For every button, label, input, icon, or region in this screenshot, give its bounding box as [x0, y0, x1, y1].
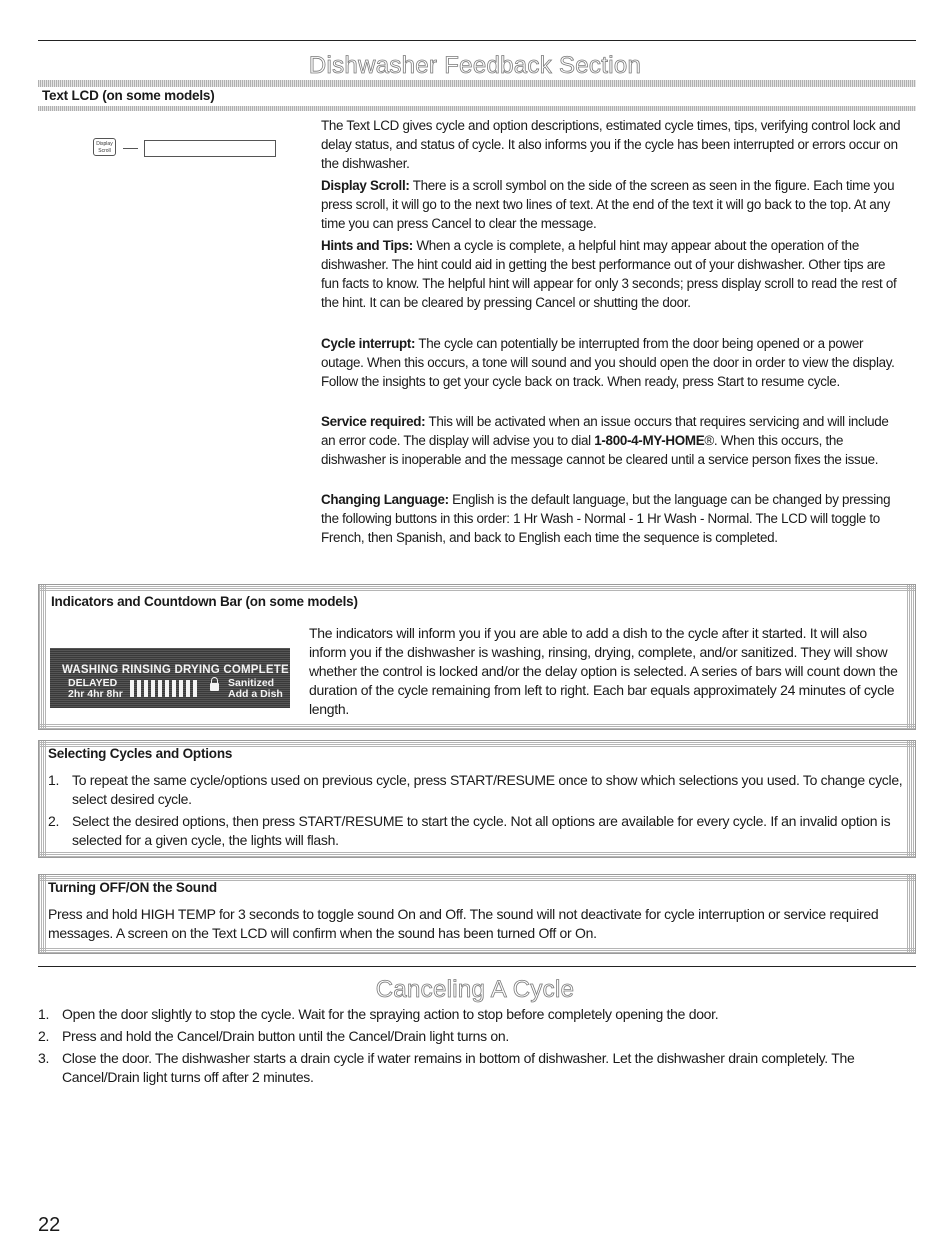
- indicators-description: The indicators will inform you if you are able to add a dish to the cycle after it started. It will also inform you if the dishwasher is washing, rinsing, drying, complete, and/or sanitized. They will show whether the control is locked and/or the delay option is selected. A series of bars will count down the duration of the cycle remaining from left to right. Each bar equals approximately 24 minutes of cycle length.: [309, 625, 898, 717]
- countdown-bar: [144, 680, 148, 697]
- text-lcd-heading: Text LCD (on some models): [42, 88, 215, 103]
- countdown-bar: [158, 680, 162, 697]
- lock-icon: [210, 683, 219, 691]
- countdown-bar: [186, 680, 190, 697]
- canceling-list: [28, 1005, 916, 1090]
- section-title-feedback: Dishwasher Feedback Section: [308, 52, 642, 79]
- sound-description: Press and hold HIGH TEMP for 3 seconds to toggle sound On and Off. The sound will not deactivate for cycle interruption or service required messages. A screen on the Text LCD will confirm when the sound has been turned Off or On.: [48, 906, 879, 941]
- hints-tips-paragraph: Hints and Tips: When a cycle is complete, a helpful hint may appear about the operation of the dishwasher. The hint could aid in getting the best performance out of your dishwasher. Other tips are fun facts to know. The helpful hint will appear for only 3 seconds; press display scroll to read the rest of the hint. It can be cleared by pressing Cancel or shutting the door.: [321, 238, 897, 310]
- section-title-canceling: Canceling A Cycle: [375, 976, 575, 1003]
- countdown-bar: [179, 680, 183, 697]
- countdown-bar: [172, 680, 176, 697]
- lcd-screen-illustration: [144, 140, 276, 157]
- indicator-panel-illustration: [50, 648, 290, 708]
- list-item: 2. Select the desired options, then press START/RESUME to start the cycle. Not all options are available for every cycle. If an invalid option is selected for a given cycle, the lights will flash.: [48, 813, 891, 848]
- display-scroll-paragraph: Display Scroll: There is a scroll symbol on the side of the screen as seen in the figure. Each time you press scroll, it will go to the next two lines of text. At the end of the text it will go back to the top. At any time you can press Cancel to clear the message.: [321, 178, 895, 231]
- cancel-rule: [38, 966, 916, 967]
- countdown-bar: [130, 680, 134, 697]
- countdown-bars: [130, 680, 197, 697]
- list-item: 1. To repeat the same cycle/options used on previous cycle, press START/RESUME once to show which selections you used. To change cycle, select desired cycle.: [48, 772, 903, 807]
- text-lcd-intro: The Text LCD gives cycle and option descriptions, estimated cycle times, tips, verifying control lock and delay status, and status of cycle. It also informs you if the cycle has been interrupted or errors occur on the dishwasher.: [321, 118, 901, 171]
- selecting-heading: Selecting Cycles and Options: [48, 746, 233, 761]
- cycle-interrupt-paragraph: Cycle interrupt: The cycle can potentially be interrupted from the door being opened or a power outage. When this occurs, a tone will sound and you should open the door in order to view the display. Follow the insights to get your cycle back on track. When ready, press Start to resume cycle.: [321, 336, 895, 389]
- selecting-list: [38, 771, 906, 853]
- countdown-bar: [165, 680, 169, 697]
- text-lcd-divider: [38, 106, 916, 111]
- countdown-bar: [193, 680, 197, 697]
- indicators-heading: Indicators and Countdown Bar (on some models): [51, 594, 358, 609]
- lcd-connector-line: [123, 148, 138, 149]
- sound-heading: Turning OFF/ON the Sound: [48, 880, 217, 895]
- title-underline: [38, 80, 916, 87]
- page-number: 22: [38, 1214, 61, 1236]
- changing-language-paragraph: Changing Language: English is the default language, but the language can be changed by pressing the following buttons in this order: 1 Hr Wash - Normal - 1 Hr Wash - Normal. The LCD will toggle to French, then Spanish, and back to English each time the sequence is completed.: [321, 492, 891, 545]
- countdown-bar: [151, 680, 155, 697]
- list-item: 1. Open the door slightly to stop the cycle. Wait for the spraying action to stop before completely opening the door.: [38, 1006, 719, 1022]
- top-rule: [38, 40, 916, 41]
- indicator-sanitized-labels: Sanitized Add a Dish: [228, 677, 283, 700]
- list-item: 2. Press and hold the Cancel/Drain button until the Cancel/Drain light turns on.: [38, 1028, 509, 1044]
- service-required-paragraph: Service required: This will be activated when an issue occurs that requires servicing and will include an error code. The display will advise you to dial 1-800-4-MY-HOME®. When this occurs, the dishwasher is inoperable and the message cannot be cleared until a service person fixes the issue.: [321, 414, 889, 467]
- list-item: 3. Close the door. The dishwasher starts a drain cycle if water remains in bottom of dishwasher. Let the dishwasher drain completely. The Cancel/Drain light turns off after 2 minutes.: [38, 1050, 855, 1085]
- indicator-delay-labels: DELAYED 2hr 4hr 8hr: [68, 677, 123, 700]
- countdown-bar: [137, 680, 141, 697]
- display-scroll-button-illustration: Display Scroll: [93, 138, 116, 156]
- indicator-status-labels: WASHING RINSING DRYING COMPLETE: [62, 664, 289, 676]
